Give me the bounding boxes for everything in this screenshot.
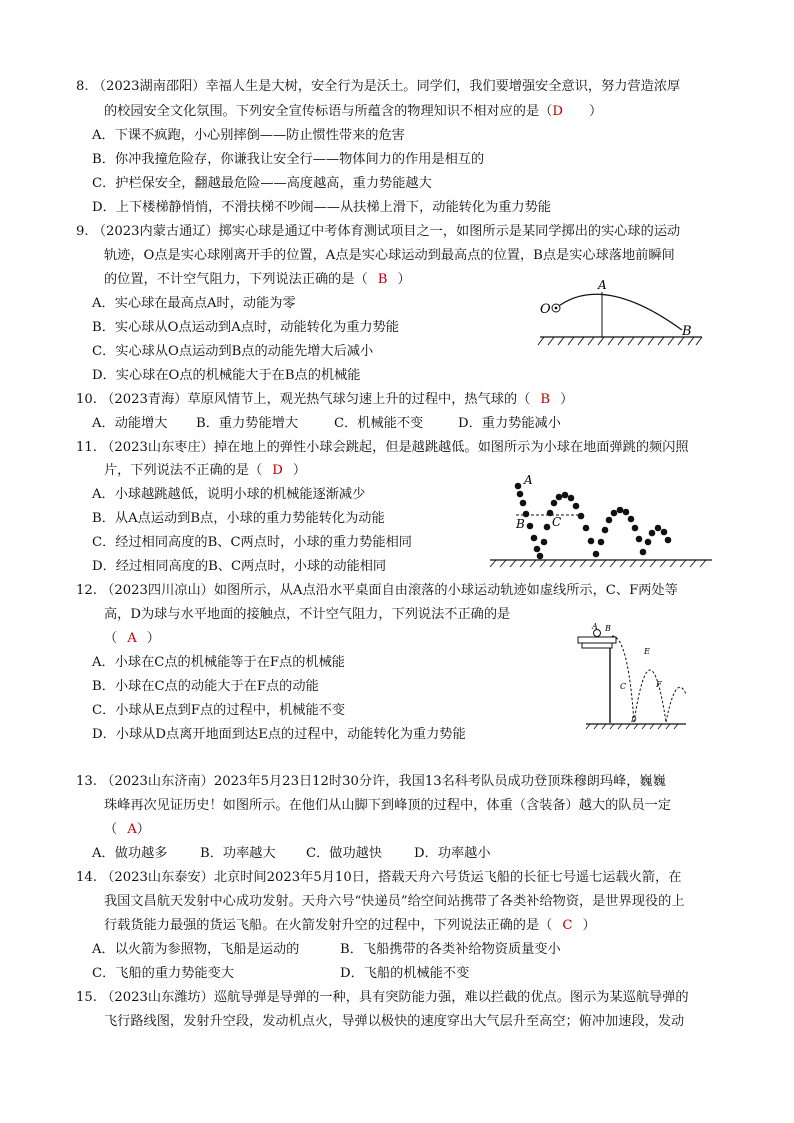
q15-stem-line1: 15. （2023山东潍坊）巡航导弹是导弹的一种，具有突防能力强，难以拦截的优点。图示为某巡航导弹的 <box>76 990 689 1005</box>
q13-stem-line1: 13. （2023山东济南）2023年5月23日12时30分许，我国13名科考队员成功登顶珠穆朗玛峰，巍巍 <box>76 774 666 789</box>
q10-stem-close: ） <box>560 392 574 407</box>
q13-stem-line2: 珠峰再次见证历史！如图所示。在他们从山脚下到峰顶的过程中，体重（含装备）越大的队员一定 <box>104 798 672 813</box>
q10-option-d: D．重力势能减小 <box>458 416 561 431</box>
q9-label-a: A <box>598 278 607 292</box>
q12-label-b: B <box>605 624 611 633</box>
q11-stem-line2 <box>104 461 306 481</box>
q9-option-c: C．实心球从O点运动到B点的动能先增大后减小 <box>92 344 374 359</box>
q8-option-c: C．护栏保安全，翻越最危险——高度越高，重力势能越大 <box>92 176 432 191</box>
q9-label-o: O <box>540 302 551 317</box>
q14-option-c: C．飞船的重力势能变大 <box>92 966 234 981</box>
q13-stem-close: ） <box>136 822 150 837</box>
q9-option-d: D．实心球在O点的机械能大于在B点的机械能 <box>92 368 361 383</box>
q14-stem-line1: 14. （2023山东泰安）北京时间2023年5月10日，搭载天舟六号货运飞船的长征七号遥七运载火箭，在 <box>76 870 682 885</box>
q8-stem-close: ） <box>588 104 603 119</box>
q8-stem-text: 的校园安全文化氛围。下列安全宣传标语与所蕴含的物理知识不相对应的是（ <box>104 104 553 119</box>
q8-option-a: A．下课不疯跑，小心别摔倒——防止惯性带来的危害 <box>92 128 405 143</box>
q8-option-b: B．你冲我撞危险存，你谦我让安全行——物体间力的作用是相互的 <box>92 152 485 167</box>
q12-stem-line1: 12. （2023四川凉山）如图所示，从A点沿水平桌面自由滚落的小球运动轨迹如虚线所示，C、F两处等 <box>76 583 678 598</box>
q12-label-e: E <box>644 647 650 656</box>
q12-floor-hatch <box>586 724 678 729</box>
q11-ball-positions <box>515 483 672 560</box>
q9-trajectory-curve <box>556 294 682 330</box>
q12-stem-line3 <box>104 629 160 649</box>
q12-bounce-path <box>634 670 666 722</box>
q15-stem-line2: 飞行路线图，发射升空段，发动机点火，导弹以极快的速度穿出大气层升至高空；俯冲加速段，发动 <box>104 1014 685 1029</box>
q12-option-b: B．小球在C点的动能大于在F点的动能 <box>92 679 319 694</box>
q10-option-a: A．动能增大 <box>92 416 168 431</box>
q10-stem-text: 10. （2023青海）草原风情节上，观光热气球匀速上升的过程中，热气球的（ <box>76 392 531 407</box>
q12-stem-close: ） <box>146 631 160 646</box>
q14-option-d: D．飞船的机械能不变 <box>340 966 470 981</box>
q12-label-c: C <box>620 682 627 691</box>
q8-stem-line2 <box>104 102 602 122</box>
q9-option-b: B．实心球从O点运动到A点时，动能转化为重力势能 <box>92 320 399 335</box>
q9-stem-line1: 9. （2023内蒙古通辽）掷实心球是通辽中考体育测试项目之一，如图所示是某同学掷出的实心球的运动 <box>76 224 681 239</box>
q13-option-b: B．功率越大 <box>200 846 276 861</box>
q11-option-b: B．从A点运动到B点，小球的重力势能转化为动能 <box>92 511 385 526</box>
q9-ground-hatch <box>538 337 702 345</box>
q12-table-top <box>578 637 616 643</box>
q11-ground-hatch <box>490 560 706 567</box>
q12-label-f: F <box>656 680 662 689</box>
q14-answer: C <box>562 918 573 933</box>
q11-stem-text: 片，下列说法不正确的是（ <box>104 463 263 478</box>
q13-option-d: D．功率越小 <box>414 846 491 861</box>
q11-option-c: C．经过相同高度的B、C两点时，小球的重力势能相同 <box>92 535 412 550</box>
q10-answer: B <box>540 392 551 407</box>
q12-label-d: D <box>631 716 637 724</box>
q10-option-c: C．机械能不变 <box>334 416 424 431</box>
q9-stem-close: ） <box>397 272 411 287</box>
q14-option-a: A．以火箭为参照物，飞船是运动的 <box>92 942 300 957</box>
q12-stem-open: （ <box>104 631 118 646</box>
q12-second-bounce-path <box>666 687 686 722</box>
q11-stem-close: ） <box>292 463 307 478</box>
q9-stem-text: 的位置，不计空气阻力，下列说法正确的是（ <box>104 272 368 287</box>
q9-stem-line3 <box>104 270 411 290</box>
q9-answer: B <box>377 272 388 287</box>
q14-stem-text: 行载货能力最强的货运飞船。在火箭发射升空的过程中，下列说法正确的是（ <box>104 918 553 933</box>
q11-label-c: C <box>552 515 562 529</box>
q13-stem-line3 <box>104 820 150 840</box>
q12-answer: A <box>127 631 137 646</box>
q14-stem-close: ） <box>582 918 596 933</box>
q14-option-b: B．飞船携带的各类补给物资质量变小 <box>340 942 561 957</box>
q8-answer: D <box>552 104 563 119</box>
q12-option-c: C．小球从E点到F点的过程中，机械能不变 <box>92 703 346 718</box>
q9-ball-center <box>555 307 558 310</box>
q8-option-d: D．上下楼梯静悄悄，不滑扶梯不吵闹——从扶梯上滑下，动能转化为重力势能 <box>92 200 551 215</box>
q12-table-under <box>582 643 612 648</box>
q13-option-a: A．做功越多 <box>92 846 168 861</box>
q11-option-d: D．经过相同高度的B、C两点时，小球的动能相同 <box>92 559 387 574</box>
q12-option-a: A．小球在C点的机械能等于在F点的机械能 <box>92 655 345 670</box>
q14-stem-line3 <box>104 916 596 936</box>
q9-option-a: A．实心球在最高点A时，动能为零 <box>92 296 296 311</box>
q13-option-c: C．做功越快 <box>306 846 383 861</box>
q9-ball-trajectory-figure <box>530 275 710 350</box>
q12-fall-path <box>612 636 634 722</box>
q13-stem-open: （ <box>104 822 118 837</box>
q11-label-a: A <box>524 473 533 487</box>
q11-answer: D <box>272 463 283 478</box>
q11-label-b: B <box>516 517 525 531</box>
q10-stem <box>76 390 573 410</box>
q8-stem-line1: 8. （2023湖南邵阳）幸福人生是大树，安全行为是沃土。同学们，我们要增强安全意识，努力营造浓厚 <box>76 79 681 94</box>
q12-table-ball-figure <box>574 620 696 730</box>
q12-stem-line2: 高，D为球与水平地面的接触点，不计空气阻力，下列说法不正确的是 <box>104 607 511 622</box>
q14-stem-line2: 我国文昌航天发射中心成功发射。天舟六号“快递员”给空间站携带了各类补给物资，是世界现役的上 <box>104 894 685 909</box>
q9-stem-line2: 轨迹，O点是实心球刚离开手的位置，A点是实心球运动到最高点的位置，B点是实心球落地前瞬间 <box>104 248 675 263</box>
q10-option-b: B．重力势能增大 <box>196 416 299 431</box>
q13-answer: A <box>127 822 137 837</box>
q12-label-a: A <box>592 622 598 631</box>
q9-label-b: B <box>682 324 692 339</box>
q11-stem-line1: 11. （2023山东枣庄）掉在地上的弹性小球会跳起，但是越跳越低。如图所示为小球在地面弹跳的频闪照 <box>76 440 689 455</box>
q12-option-d: D．小球从D点离开地面到达E点的过程中，动能转化为重力势能 <box>92 727 466 742</box>
q11-bouncing-ball-figure <box>488 470 714 570</box>
q11-option-a: A．小球越跳越低，说明小球的机械能逐渐减少 <box>92 487 366 502</box>
